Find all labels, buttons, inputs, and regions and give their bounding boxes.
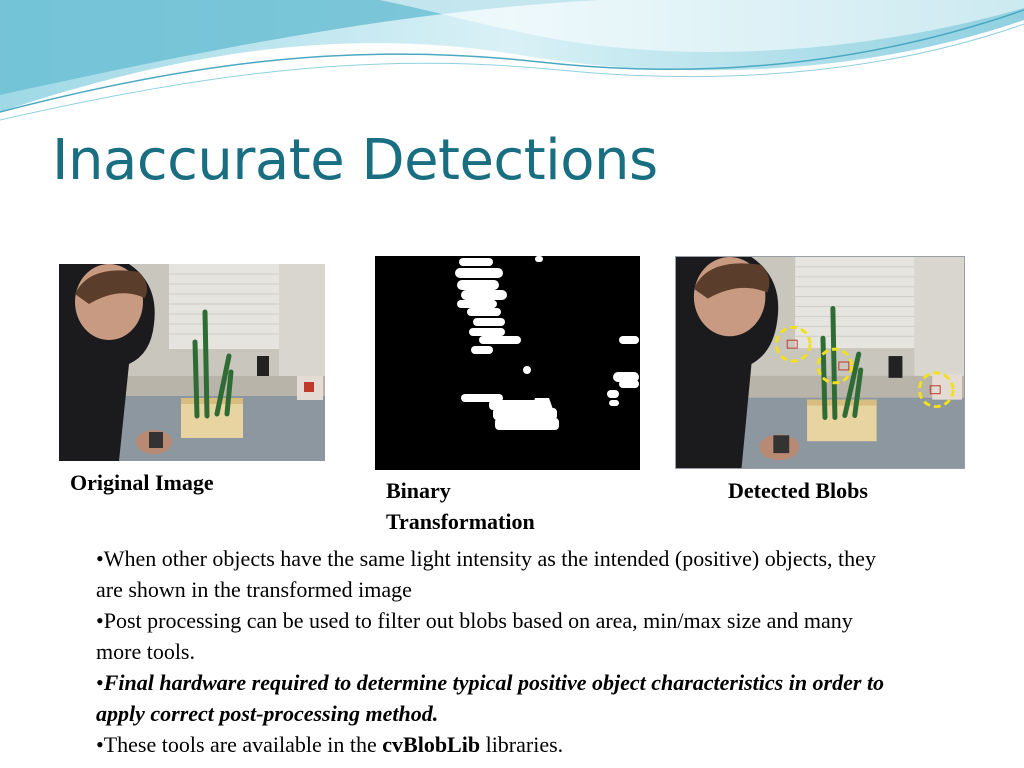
bullet-marker: • (96, 608, 104, 633)
bullet-text: These tools are available in the (103, 732, 383, 757)
detected-blobs-image (675, 256, 965, 469)
bullet-item (96, 605, 896, 667)
bullet-marker: • (96, 732, 104, 757)
bullet-item (96, 543, 896, 605)
bullet-item (96, 729, 896, 760)
bullet-item (96, 667, 896, 729)
bullet-text: When other objects have the same light intensity as the intended (positive) objects, they are shown in the transformed image (96, 546, 876, 602)
bullet-text: Post processing can be used to filter out blobs based on area, min/max size and many more tools. (96, 608, 853, 664)
binary-transformation-image (375, 256, 640, 470)
caption-original-image: Original Image (70, 470, 214, 495)
header-wave-decoration (0, 0, 1024, 130)
bullet-text-emphasized: Final hardware required to determine typical positive object characteristics in order to apply correct post-processing method. (96, 670, 885, 726)
original-image (59, 264, 325, 461)
bullet-list (96, 543, 896, 760)
caption-detected-blobs: Detected Blobs (728, 478, 868, 503)
slide-title: Inaccurate Detections (52, 128, 658, 193)
bullet-text: libraries. (480, 732, 564, 757)
library-name: cvBlobLib (382, 732, 481, 757)
bullet-marker: • (96, 546, 104, 571)
caption-binary-transformation: Binary Transformation (386, 478, 535, 534)
bullet-marker: • (96, 670, 104, 695)
